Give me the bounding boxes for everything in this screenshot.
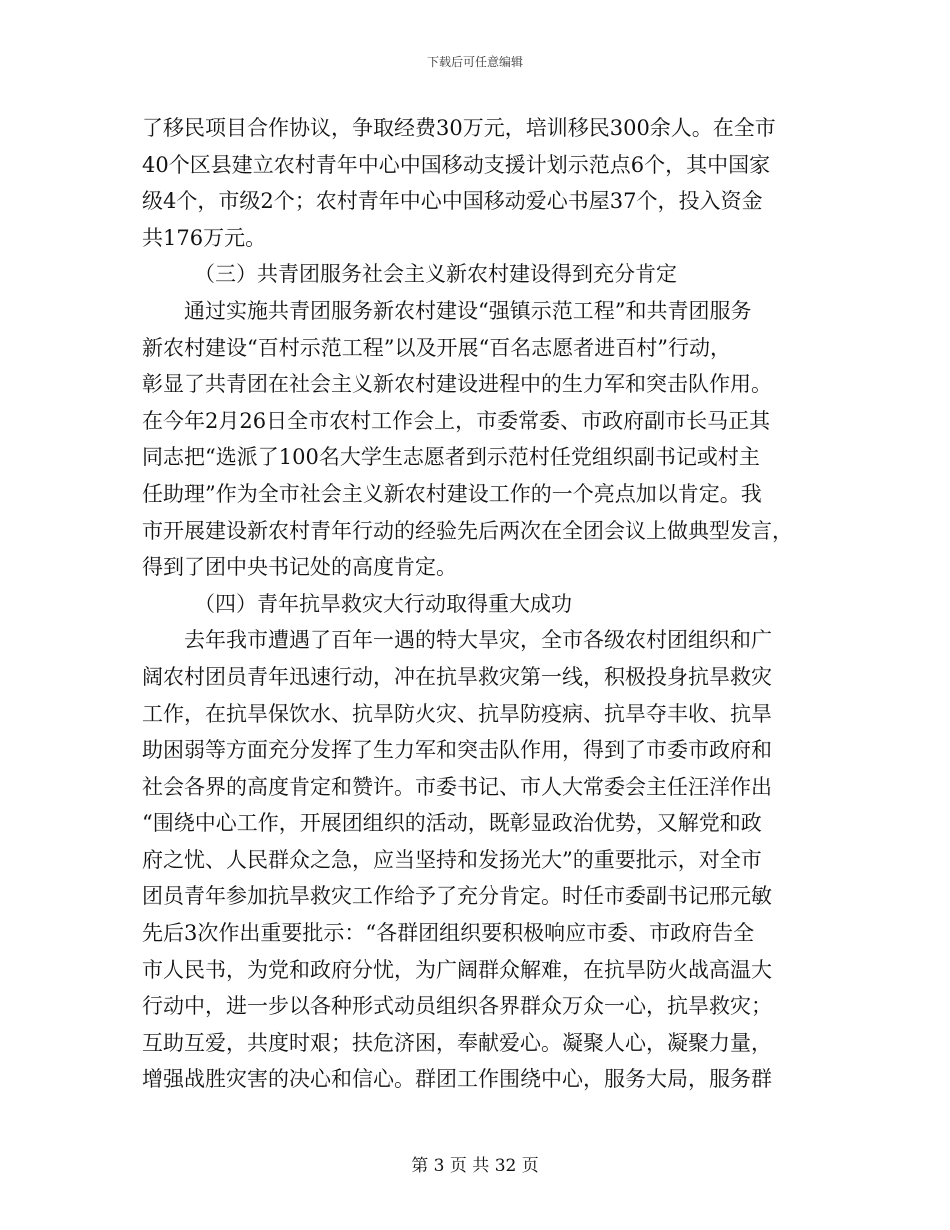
body-line: 彰显了共青团在社会主义新农村建设进程中的生力军和突击队作用。: [142, 372, 772, 397]
paragraph-first-line: 通过实施共青团服务新农村建设“强镇示范工程”和共青团服务: [184, 298, 752, 323]
body-line: 团员青年参加抗旱救灾工作给予了充分肯定。时任市委副书记邢元敏: [142, 884, 772, 909]
body-line: “围绕中心工作，开展团组织的活动，既彰显政治优势，又解党和政: [142, 811, 762, 836]
section-heading: （四）青年抗旱救灾大行动取得重大成功: [194, 591, 572, 616]
body-line: 共176万元。: [142, 225, 267, 250]
document-body: [142, 110, 808, 1098]
body-line: 先后3次作出重要批示：“各群团组织要积极响应市委、市政府告全: [142, 921, 755, 946]
body-line: 行动中，进一步以各种形式动员组织各界群众万众一心，抗旱救灾；: [142, 994, 772, 1019]
body-line: 新农村建设“百村示范工程”以及开展“百名志愿者进百村”行动，: [142, 335, 731, 360]
page-header: 下载后可任意编辑: [426, 55, 523, 69]
body-line: 社会各界的高度肯定和赞许。市委书记、市人大常委会主任汪洋作出: [142, 774, 772, 799]
body-line: 市人民书，为党和政府分忧，为广阔群众解难，在抗旱防火战高温大: [142, 957, 772, 982]
body-line: 工作，在抗旱保饮水、抗旱防火灾、抗旱防疫病、抗旱夺丰收、抗旱: [142, 701, 772, 726]
paragraph-first-line: 去年我市遭遇了百年一遇的特大旱灾，全市各级农村团组织和广: [184, 628, 772, 653]
body-line: 增强战胜灾害的决心和信心。群团工作围绕中心，服务大局，服务群: [142, 1067, 772, 1092]
body-line: 得到了团中央书记处的高度肯定。: [142, 555, 457, 580]
body-line: 任助理”作为全市社会主义新农村建设工作的一个亮点加以肯定。我: [142, 481, 762, 506]
section-heading: （三）共青团服务社会主义新农村建设得到充分肯定: [194, 262, 677, 287]
body-line: 同志把“选派了100名大学生志愿者到示范村任党组织副书记或村主: [142, 445, 760, 470]
body-line: 了移民项目合作协议，争取经费30万元，培训移民300余人。在全市: [142, 116, 776, 140]
body-line: 府之忧、人民群众之急，应当坚持和发扬光大”的重要批示，对全市: [142, 847, 762, 872]
body-line: 互助互爱，共度时艰；扶危济困，奉献爱心。凝聚人心，凝聚力量，: [142, 1030, 772, 1055]
body-line: 在今年2月26日全市农村工作会上，市委常委、市政府副市长马正其: [142, 408, 771, 433]
body-line: 40个区县建立农村青年中心中国移动支援计划示范点6个，其中国家: [142, 152, 771, 177]
body-line: 级4个，市级2个；农村青年中心中国移动爱心书屋37个，投入资金: [142, 189, 763, 214]
body-line: 阔农村团员青年迅速行动，冲在抗旱救灾第一线，积极投身抗旱救灾: [142, 664, 772, 689]
body-line: 市开展建设新农村青年行动的经验先后两次在全团会议上做典型发言，: [142, 518, 793, 543]
page-number-footer: 第 3 页 共 32 页: [411, 1156, 539, 1176]
body-line: 助困弱等方面充分发挥了生力军和突击队作用，得到了市委市政府和: [142, 738, 772, 763]
